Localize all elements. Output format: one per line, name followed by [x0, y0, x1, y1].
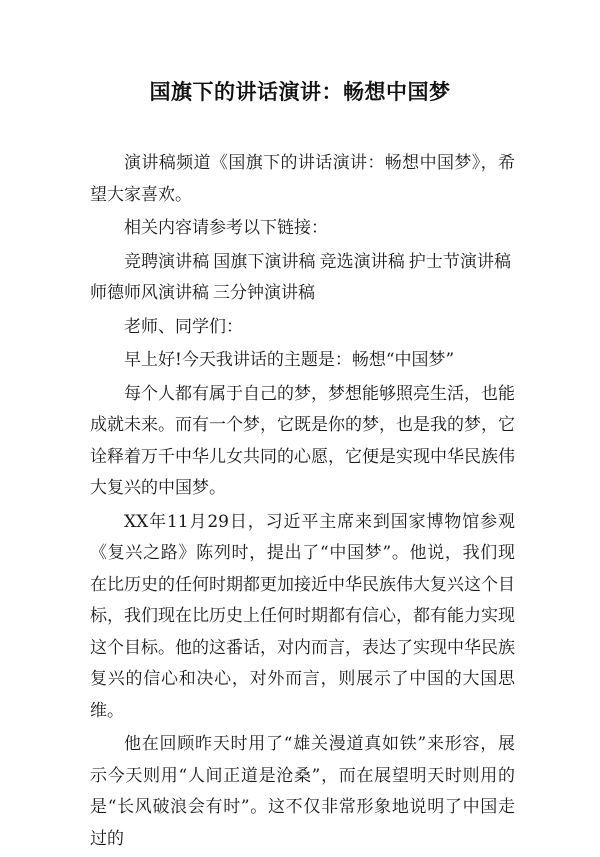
- link-teacher-ethics-speech[interactable]: 师德师风演讲稿: [90, 283, 209, 303]
- salutation: 老师、同学们：: [124, 316, 243, 337]
- intro-paragraph: 演讲稿频道《国旗下的讲话演讲：畅想中国梦》，希望大家喜欢。: [90, 153, 515, 205]
- link-flag-speech[interactable]: 国旗下演讲稿: [213, 251, 316, 272]
- document-body: [90, 148, 515, 857]
- related-links-list: [90, 247, 515, 310]
- link-three-minute-speech[interactable]: 三分钟演讲稿: [213, 283, 315, 303]
- body-paragraph: 每个人都有属于自己的梦，梦想能够照亮生活，也能成就未来。而有一个梦，它既是你的梦，也是我的梦，它诠释着万千中华儿女共同的心愿，它便是实现中华民族伟大复兴的中国梦。: [90, 383, 515, 498]
- body-paragraph: 他在回顾昨天时用了“雄关漫道真如铁”来形容，展示今天则用“人间正道是沧桑”，而在展望明天时则用的是“长风破浪会有时”。这不仅非常形象地说明了中国走过的: [90, 734, 515, 849]
- link-competition-speech[interactable]: 竞聘演讲稿: [124, 251, 210, 272]
- related-links-label: 相关内容请参考以下链接：: [124, 218, 328, 238]
- body-paragraph: XX年11月29日，习近平主席来到国家博物馆参观《复兴之路》陈列时，提出了“中国梦”。他说，我们现在比历史的任何时期都更加接近中华民族伟大复兴这个目标，我们现在比历史上任何时期都有信心，都有能力实现这个目标。他的这番话，对内而言，表达了实现中华民族复兴的信心和决心，对外而言，则展示了中国的大国思维。: [90, 511, 515, 721]
- link-election-speech[interactable]: 竞选演讲稿: [319, 251, 405, 272]
- page-title: 国旗下的讲话演讲：畅想中国梦: [149, 80, 451, 104]
- greeting-paragraph: 早上好!今天我讲话的主题是：畅想“中国梦”: [124, 350, 455, 370]
- link-nurses-day-speech[interactable]: 护士节演讲稿: [408, 251, 512, 272]
